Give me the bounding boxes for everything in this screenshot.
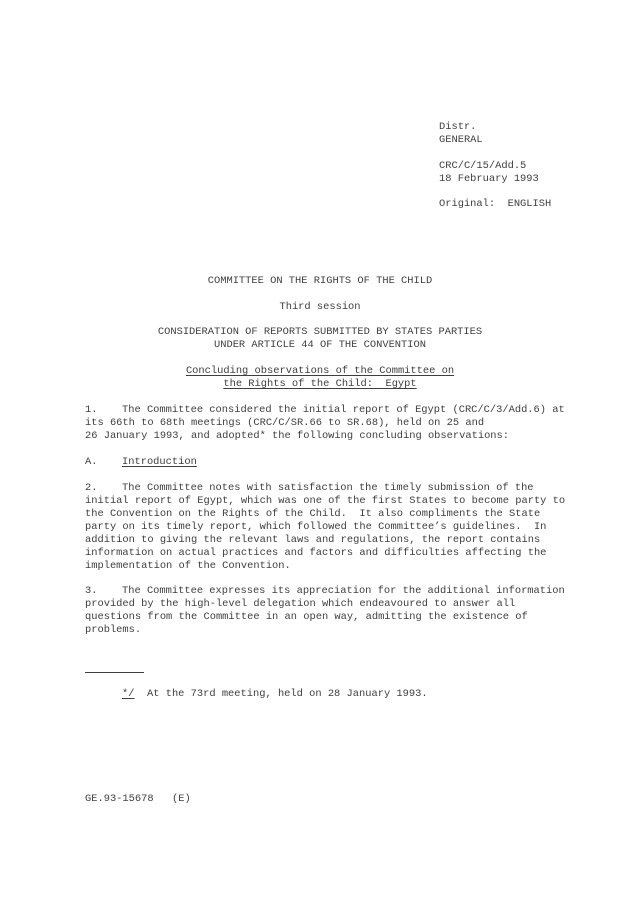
paragraph-line: The Committee considered the initial report of Egypt (CRC/C/3/Add.6) at: [122, 404, 565, 416]
paragraph-number: 3.: [85, 585, 98, 597]
paragraph-line: provided by the high-level delegation which endeavoured to answer all: [85, 598, 516, 610]
paragraph-line: problems.: [85, 624, 142, 636]
paragraph-number: 1.: [85, 404, 98, 416]
subtitle-text-1: Concluding observations of the Committee on: [185, 365, 455, 377]
paragraph-line: questions from the Committee in an open way, admitting the existence of: [85, 611, 528, 623]
job-number: GE.93-15678: [85, 793, 154, 805]
subtitle-line-1: [0, 365, 640, 378]
language-code: (E): [172, 793, 191, 805]
paragraph-number: 2.: [85, 482, 98, 494]
subtitle-line-2: [0, 378, 640, 391]
paragraph-line: implementation of the Convention.: [85, 560, 291, 572]
paragraph-line: The Committee notes with satisfaction the timely submission of the: [122, 482, 534, 494]
session-title: Third session: [279, 301, 361, 313]
paragraph-line: 26 January 1993, and adopted* the following concluding observations:: [85, 430, 510, 442]
footnote-separator: [85, 672, 144, 673]
subtitle-text-2: the Rights of the Child: Egypt: [223, 378, 417, 390]
paragraph-line: The Committee expresses its appreciation for the additional information: [122, 585, 565, 597]
section-letter: A.: [85, 456, 98, 468]
distribution-label: Distr.: [439, 121, 477, 133]
footnote-marker: */: [122, 688, 135, 700]
paragraph-line: the Convention on the Rights of the Child. It also compliments the State: [85, 508, 541, 520]
original-language: Original: ENGLISH: [439, 198, 552, 210]
paragraph-line: party on its timely report, which followed the Committee’s guidelines. In: [85, 521, 547, 533]
section-heading: Introduction: [122, 456, 197, 468]
distribution-type: GENERAL: [439, 134, 483, 146]
paragraph-line: information on actual practices and factors and difficulties affecting the: [85, 547, 547, 559]
paragraph-line: initial report of Egypt, which was one of the first States to become party to: [85, 495, 566, 507]
agenda-line-2: UNDER ARTICLE 44 OF THE CONVENTION: [213, 339, 426, 351]
footnote-text: At the 73rd meeting, held on 28 January 1993.: [147, 688, 428, 700]
paragraph-line: its 66th to 68th meetings (CRC/C/SR.66 to SR.68), held on 25 and: [85, 417, 485, 429]
document-date: 18 February 1993: [439, 173, 539, 185]
agenda-line-1: CONSIDERATION OF REPORTS SUBMITTED BY STATES PARTIES: [157, 326, 483, 338]
document-symbol: CRC/C/15/Add.5: [439, 160, 527, 172]
committee-title: COMMITTEE ON THE RIGHTS OF THE CHILD: [207, 275, 433, 287]
paragraph-line: addition to giving the relevant laws and regulations, the report contains: [85, 534, 541, 546]
